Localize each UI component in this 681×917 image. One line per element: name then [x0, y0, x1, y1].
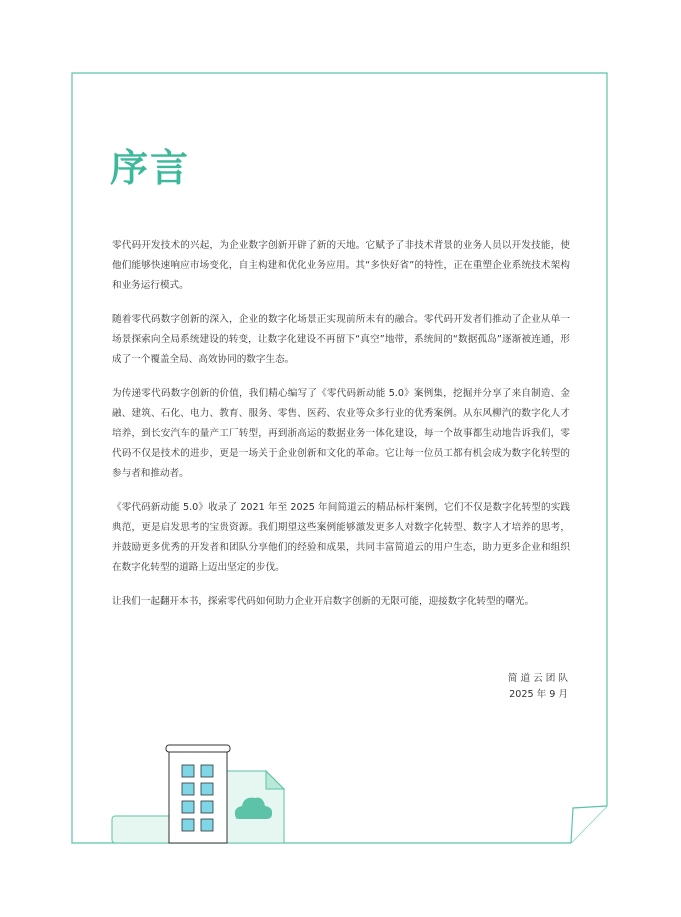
- paragraph: 随着零代码数字创新的深入，企业的数字化场景正实现前所未有的融合。零代码开发者们推动了企业从单一场景探索向全局系统建设的转变，让数字化建设不再留下“真空”地带，系统间的“数据孤岛”逐渐被连通，形成了一个覆盖全局、高效协同的数字生态。: [112, 314, 570, 365]
- base-block: [112, 816, 174, 843]
- paragraph: 为传递零代码数字创新的价值，我们精心编写了《零代码新动能 5.0》案例集，挖掘并分享了来自制造、金融、建筑、石化、电力、教育、服务、零售、医药、农业等众多行业的优秀案例。从东风柳汽的数字化人才培养，到长安汽车的量产工厂转型，再到浙高运的数据业务一体化建设，每一个故事都生动地告诉我们，零代码不仅是技术的进步，更是一场关于企业创新和文化的革命。它让每一位员工都有机会成为数字化转型的参与者和推动者。: [112, 388, 570, 479]
- document-cloud-icon: [224, 771, 284, 843]
- paragraph: 《零代码新动能 5.0》收录了 2021 年至 2025 年间简道云的精品标杆案例，它们不仅是数字化转型的实践典范，更是启发思考的宝贵资源。我们期望这些案例能够激发更多人对数字化转型、数字人才培养的思考，并鼓励更多优秀的开发者和团队分享他们的经验和成果，共同丰富简道云的用户生态，助力更多企业和组织在数字化转型的道路上迈出坚定的步伐。: [112, 502, 570, 573]
- paragraph: 让我们一起翻开本书，探索零代码如何助力企业开启数字创新的无限可能，迎接数字化转型的曙光。: [112, 596, 535, 607]
- signature-team: 简 道 云 团 队: [507, 673, 568, 684]
- page-title: 序言: [110, 146, 191, 190]
- signature-date: 2025 年 9 月: [509, 689, 568, 700]
- paragraph: 零代码开发技术的兴起，为企业数字创新开辟了新的天地。它赋予了非技术背景的业务人员以开发技能，使他们能够快速响应市场变化，自主构建和优化业务应用。其“多快好省”的特性，正在重塑企业系统技术架构和业务运行模式。: [112, 240, 570, 291]
- building-icon: [166, 745, 230, 843]
